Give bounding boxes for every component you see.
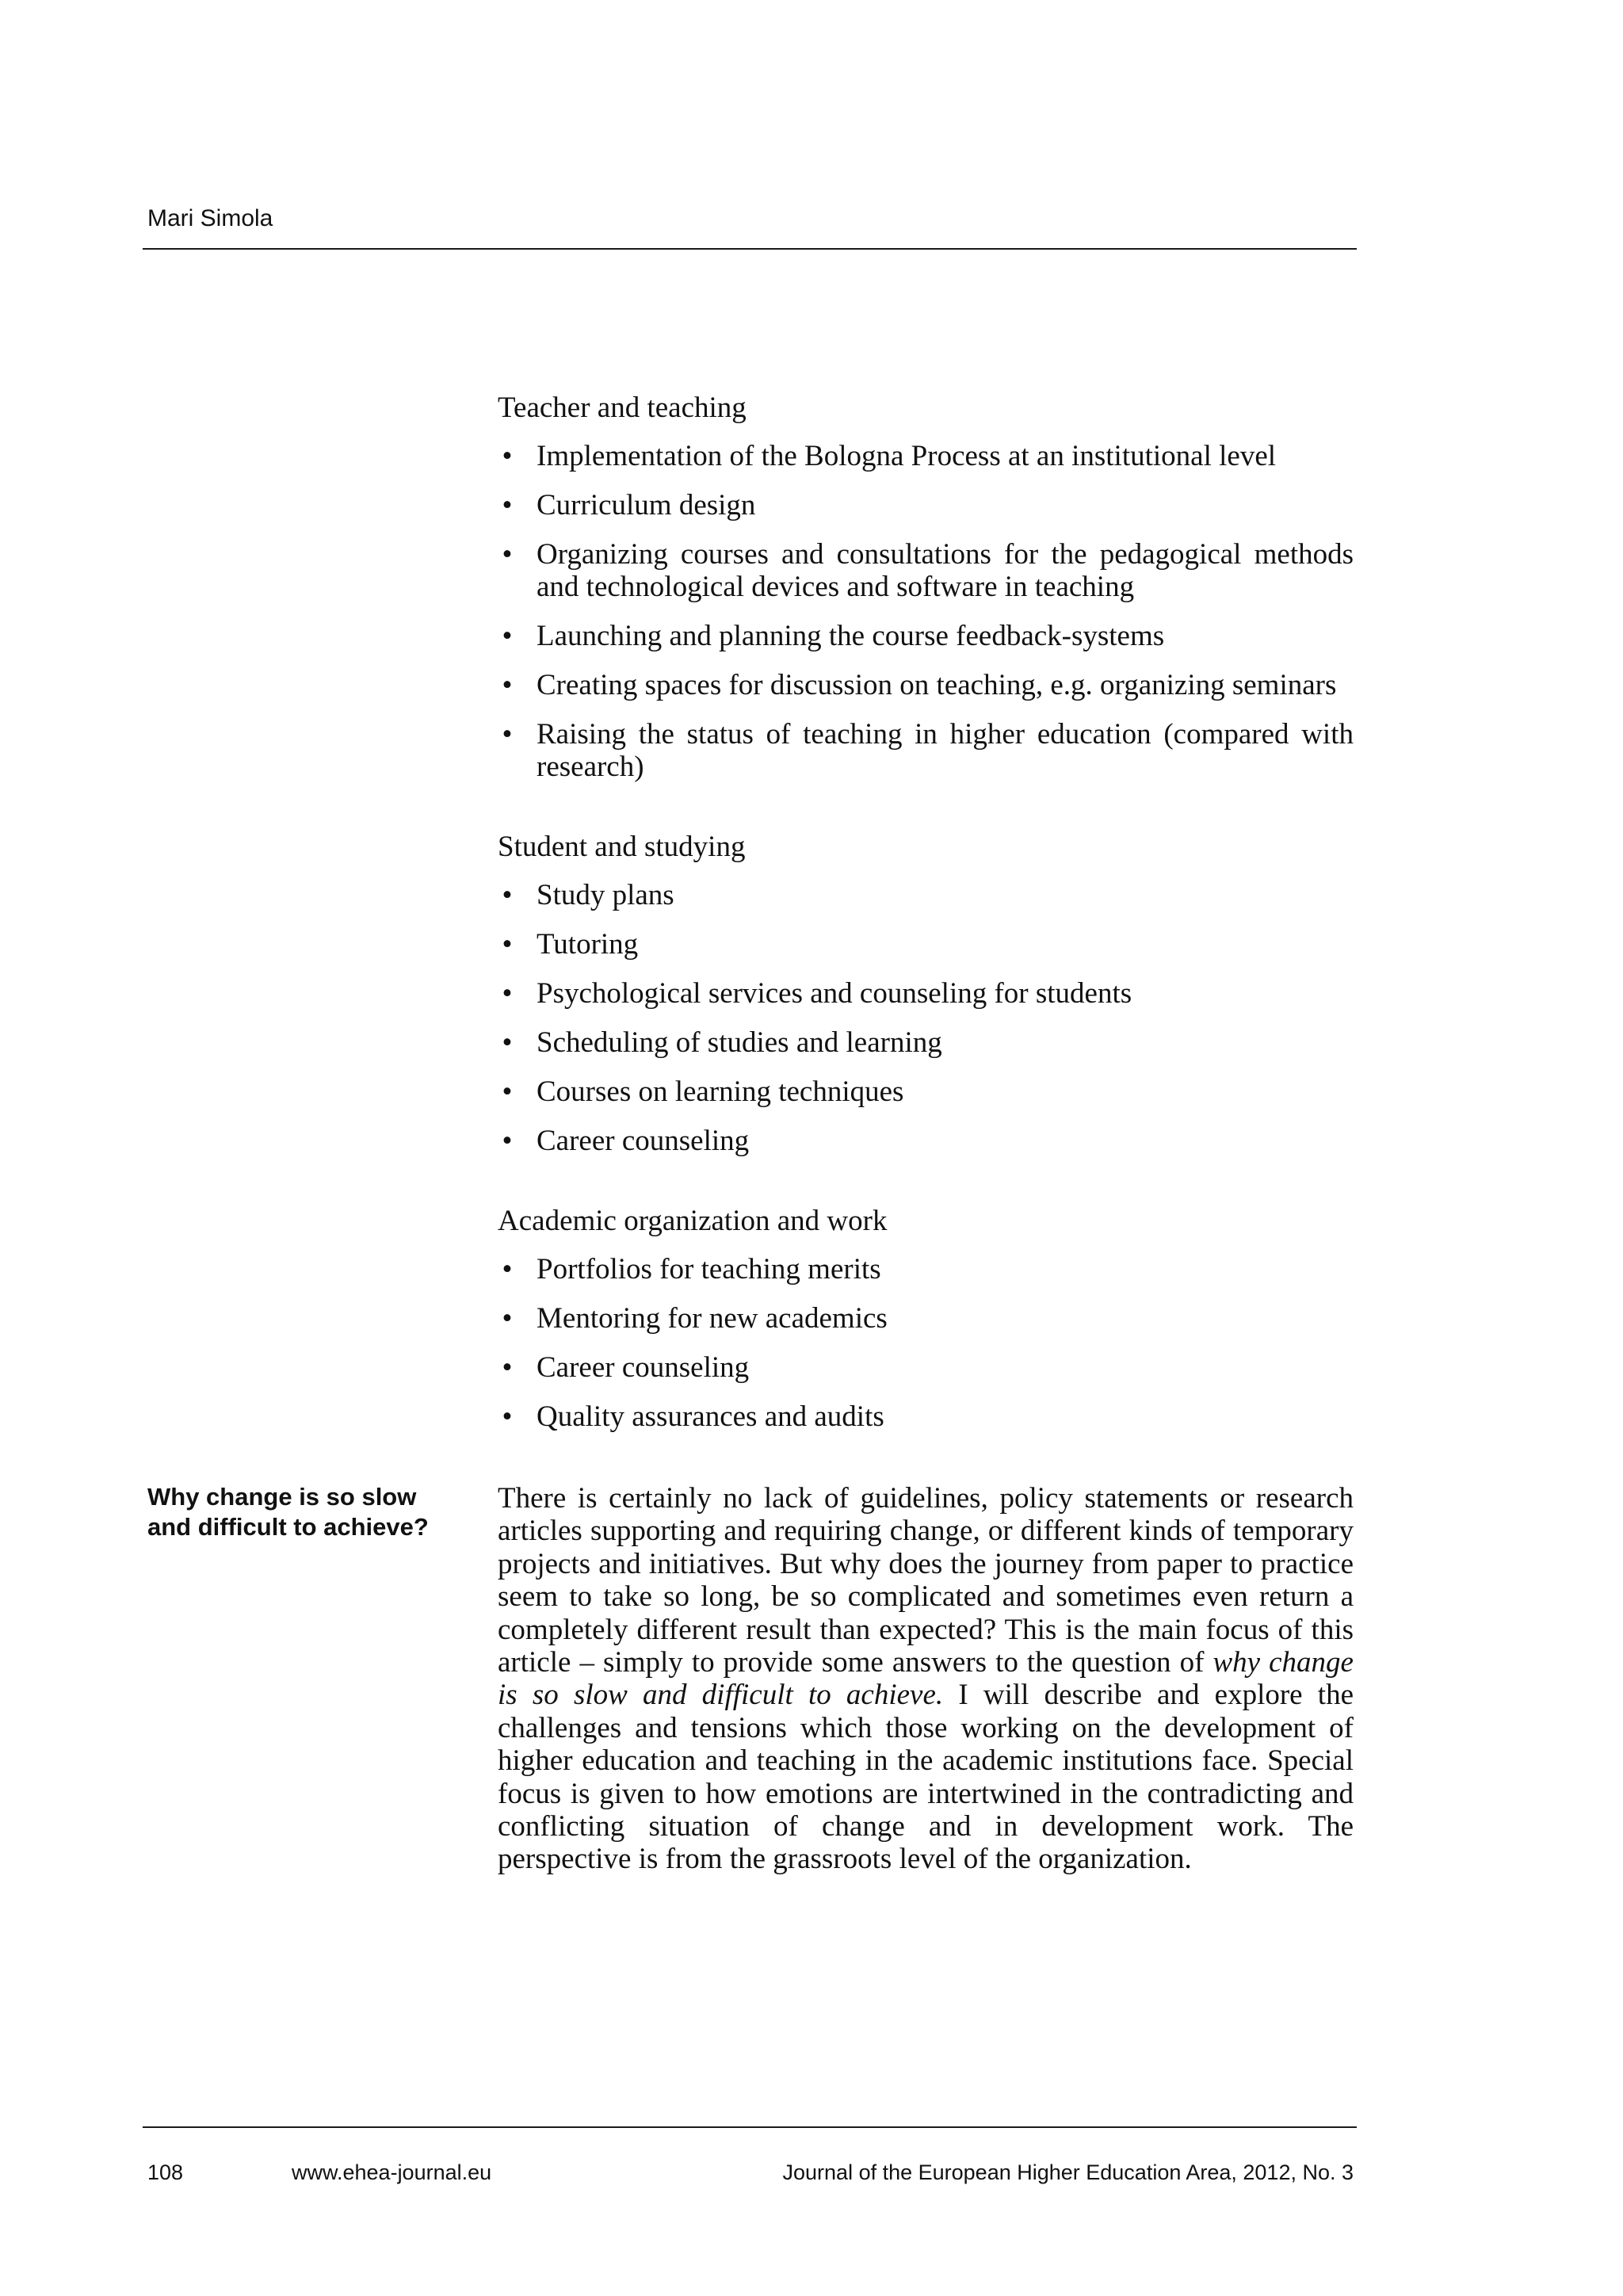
list-item-text: Courses on learning techniques [537,1075,904,1108]
body-text-after-italic: I will describe and explore the challenges and tensions which those working on the development of higher education and teaching in the academic institutions face. Special focus is given to how emotions are intertwined in the contradicting and conflicting situation of change and in development work. The perspective is from the grassroots level of the organization. [498,1679,1354,1876]
bullet-icon: • [502,1075,513,1108]
list-item [498,538,1354,603]
header-rule [143,248,1357,250]
list-item-text: Quality assurances and audits [537,1400,884,1433]
list-item-text: Implementation of the Bologna Process at an institutional level [537,440,1277,472]
section-student-and-studying [498,831,1354,1157]
list-item-text: Scheduling of studies and learning [537,1026,942,1059]
margin-heading-line-2: and difficult to achieve? [147,1513,429,1541]
running-header-author: Mari Simola [147,205,273,231]
bullet-icon: • [502,538,513,571]
section-heading: Student and studying [498,831,746,863]
footer-rule [143,2126,1357,2128]
list-item [498,440,1354,472]
list-item [498,1026,1354,1059]
list-item-text: Career counseling [537,1351,750,1384]
list-item-text: Study plans [537,879,674,911]
bullet-icon: • [502,1253,513,1286]
list-item-text: Organizing courses and consultations for the pedagogical methods and technological devices and software in teaching [537,538,1354,603]
footer-journal-citation: Journal of the European Higher Education Area, 2012, No. 3 [782,2160,1354,2184]
bullet-sections [498,392,1354,1433]
list-item-text: Launching and planning the course feedback-systems [537,620,1165,652]
list-item-text: Portfolios for teaching merits [537,1253,881,1286]
list-item [498,928,1354,961]
list-item [498,977,1354,1010]
bullet-icon: • [502,928,513,961]
footer-page-number: 108 [147,2160,184,2184]
body-text-before-italic: There is certainly no lack of guidelines, policy statements or research articles supporting and requiring change, or different kinds of temporary projects and initiatives. But why does the journey from paper to practice seem to take so long, be so complicated and sometimes even return a completely different result than expected? This is the main focus of this article – simply to provide some answers to the question of [498,1482,1354,1679]
list-item [498,1075,1354,1108]
list-item [498,489,1354,521]
list-item-text: Raising the status of teaching in higher education (compared with research) [537,718,1354,783]
list-item [498,879,1354,911]
list-item [498,620,1354,652]
bullet-icon: • [502,1400,513,1433]
bullet-icon: • [502,489,513,521]
body-text-italic: why change is so slow and difficult to achieve. [498,1646,1354,1712]
list-item [498,1253,1354,1286]
list-item-text: Mentoring for new academics [537,1302,888,1335]
footer-url: www.ehea-journal.eu [292,2160,492,2184]
bullet-icon: • [502,718,513,751]
bullet-icon: • [502,620,513,652]
list-item-text: Career counseling [537,1125,750,1157]
bullet-icon: • [502,1026,513,1059]
bullet-icon: • [502,879,513,911]
bullet-list [498,879,1354,1157]
body-paragraph [498,1482,1354,1876]
list-item [498,669,1354,701]
bullet-icon: • [502,1302,513,1335]
margin-heading [147,1482,464,1542]
bullet-list [498,1253,1354,1433]
bullet-icon: • [502,977,513,1010]
bullet-list [498,440,1354,783]
bullet-icon: • [502,669,513,701]
list-item [498,1351,1354,1384]
bullet-icon: • [502,1125,513,1157]
margin-heading-line-1: Why change is so slow [147,1483,417,1511]
section-academic-organization-and-work [498,1205,1354,1433]
section-heading: Teacher and teaching [498,392,747,424]
list-item-text: Curriculum design [537,489,756,521]
bullet-icon: • [502,1351,513,1384]
list-item-text: Psychological services and counseling for students [537,977,1132,1010]
list-item-text: Creating spaces for discussion on teaching, e.g. organizing seminars [537,669,1337,701]
list-item [498,1302,1354,1335]
section-teacher-and-teaching [498,392,1354,783]
list-item [498,1125,1354,1157]
list-item [498,718,1354,783]
section-heading: Academic organization and work [498,1205,888,1237]
list-item [498,1400,1354,1433]
list-item-text: Tutoring [537,928,639,961]
bullet-icon: • [502,440,513,472]
